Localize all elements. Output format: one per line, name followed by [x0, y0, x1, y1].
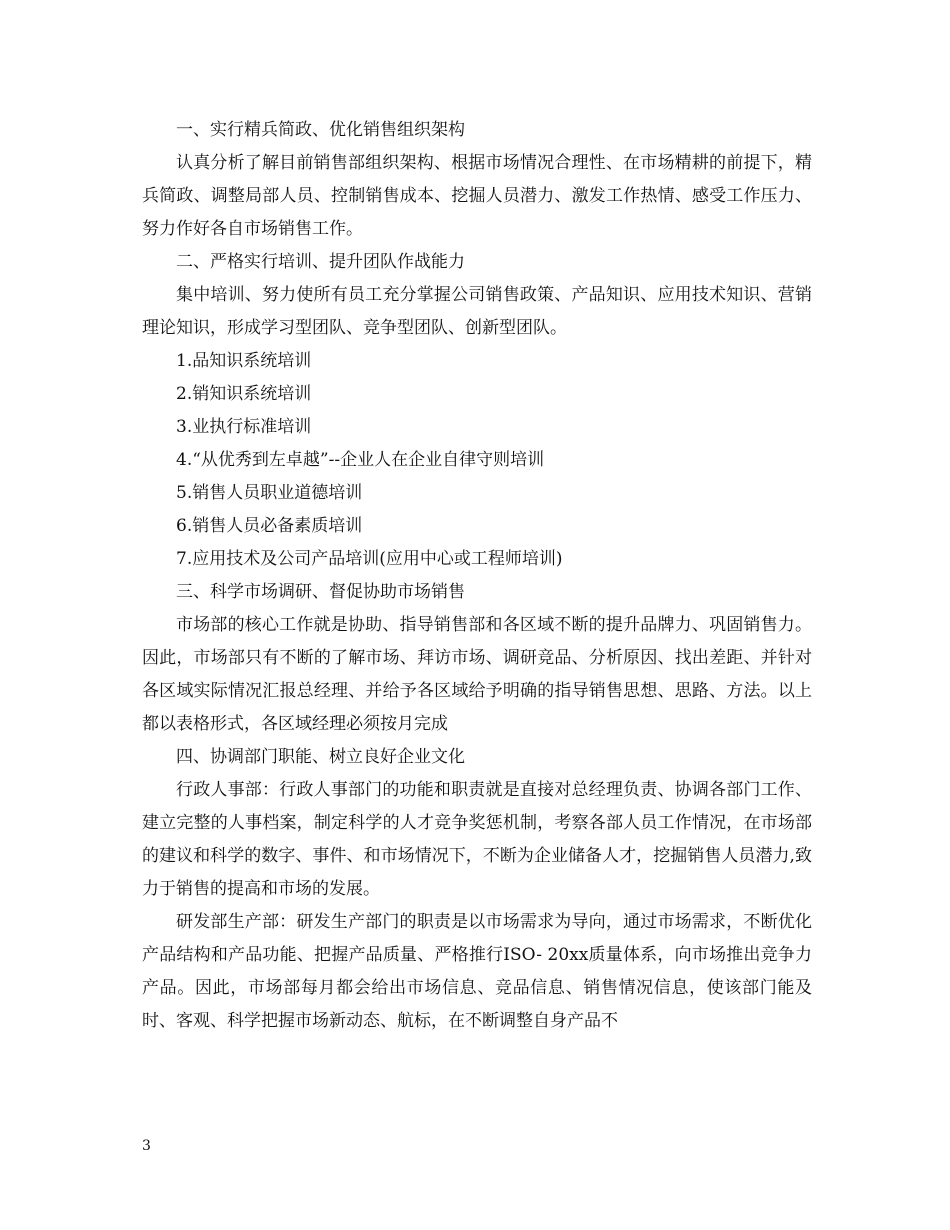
list-item: 1.品知识系统培训 — [176, 351, 312, 371]
list-item: 6.销售人员必备素质培训 — [176, 516, 363, 536]
list-item: 3.业执行标准培训 — [176, 417, 312, 437]
list-item: 5.销售人员职业道德培训 — [176, 483, 363, 503]
list-item: 4.“从优秀到左卓越”--企业人在企业自律守则培训 — [176, 450, 545, 470]
paragraph: 研发部生产部：研发生产部门的职责是以市场需求为导向，通过市场需求，不断优化产品结构和产品功能、把握产品质量、严格推行ISO- 20xx质量体系，向市场推出竞争力产品。因此，市场部每月都会给出市场信息、竞品信息、销售情况信息，使该部门能及时、客观、科学把握市场新动态、航标，在不断调整自身产品不 — [142, 912, 812, 1031]
paragraph: 行政人事部：行政人事部门的功能和职责就是直接对总经理负责、协调各部门工作、建立完整的人事档案，制定科学的人才竞争奖惩机制，考察各部人员工作情况，在市场部的建议和科学的数字、事件、和市场情况下，不断为企业储备人才，挖掘销售人员潜力,致力于销售的提高和市场的发展。 — [142, 780, 812, 899]
section-heading-2: 二、严格实行培训、提升团队作战能力 — [176, 252, 465, 272]
paragraph: 市场部的核心工作就是协助、指导销售部和各区域不断的提升品牌力、巩固销售力。因此，市场部只有不断的了解市场、拜访市场、调研竞品、分析原因、找出差距、并针对各区域实际情况汇报总经理、并给予各区域给予明确的指导销售思想、思路、方法。以上都以表格形式，各区域经理必须按月完成 — [142, 615, 812, 734]
list-item: 2.销知识系统培训 — [176, 384, 312, 404]
paragraph: 认真分析了解目前销售部组织架构、根据市场情况合理性、在市场精耕的前提下，精兵简政、调整局部人员、控制销售成本、挖掘人员潜力、激发工作热情、感受工作压力、努力作好各自市场销售工作。 — [142, 153, 812, 239]
paragraph: 集中培训、努力使所有员工充分掌握公司销售政策、产品知识、应用技术知识、营销理论知识，形成学习型团队、竞争型团队、创新型团队。 — [142, 285, 812, 338]
section-heading-4: 四、协调部门职能、树立良好企业文化 — [176, 747, 465, 767]
section-heading-1: 一、实行精兵简政、优化销售组织架构 — [176, 120, 465, 140]
document-body — [142, 114, 812, 1038]
section-heading-3: 三、科学市场调研、督促协助市场销售 — [176, 582, 465, 602]
page-number: 3 — [142, 1138, 151, 1154]
list-item: 7.应用技术及公司产品培训(应用中心或工程师培训) — [176, 549, 563, 569]
